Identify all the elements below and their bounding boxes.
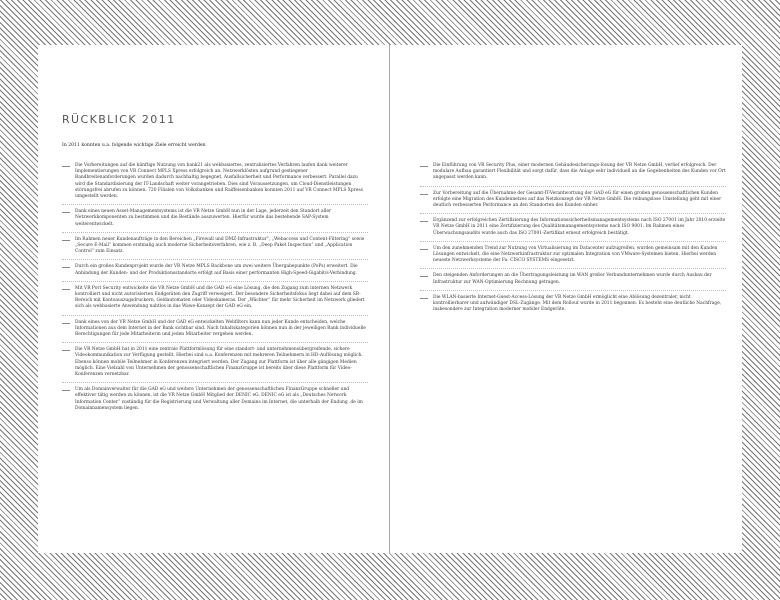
item-divider [62,232,368,233]
intro-text: In 2011 konnten u.a. folgende wichtige Ziele erreicht werden [62,143,206,148]
list-item: Mit VR Port Security entwickelte die VR Netze GmbH und die GAD eG eine Lösung, die den Zugang zum internen Netzwerk kontrolliert und nicht autorisierten Endgeräten den Zugriff verweigert. Der besondere Sicherheitsfokus liegt dabei auf dem SB-Bereich mit Kontoauszugsdruckern, Geldautomaten oder Videokameras. Der „Wächter“ für mehr Sicherheit im Netzwerk gliedert sich als webbasierte Anwendung nahtlos in das Wawe-Konzept der GAD eG ein. [62,286,368,311]
item-divider [62,204,368,205]
item-divider [62,382,368,383]
list-item: Um den zunehmenden Trend zur Nutzung von Virtualisierung im Datacenter aufzugreifen, wurden gemeinsam mit den Kunden Lösungen entwickelt, die eine Netzwerkinfrastruktur zur optimalen Integration von VMware-Systemen bieten. Hierbei werden neueste Netzwerksysteme der Fa. CISCO SYSTEMS eingesetzt. [420,246,726,265]
item-divider [62,315,368,316]
item-divider [62,281,368,282]
page-heading: RÜCKBLICK 2011 [62,113,176,126]
list-item: Die WLAN-basierte Internet-Guest-Access-Lösung der VR Netze GmbH ermöglicht eine Ablösung dezentraler, nicht kontrollierbarer und aufwändiger DSL-Zugänge. Mit dem Rollout wurde in 2011 begonnen. Es besteht eine deutliche Nachfrage, insbesondere zur Integration moderner mobiler Endgeräte. [420,295,726,314]
right-column [420,163,726,313]
item-divider [420,213,726,214]
item-divider [62,259,368,260]
list-item: Um als Domainverwalter für die GAD eG und weitere Unternehmen der genossenschaftlichen FinanzGruppe schneller und effektiver tätig werden zu können, ist die VR Netze GmbH Mitglied der DENIC eG. DENIC eG ist als „Deutsches Network Information Center“ zuständig für die Registrierung und Verwaltung aller Domains im Internet, die unterhalb der Endung .de im Domainnamensystem liegen. [62,387,368,412]
list-item: Ergänzend zur erfolgreichen Zertifizierung des Informationssicherheitsmanagementsystems nach ISO 27001 im Jahr 2010 erzielte VR Netze GmbH in 2011 eine Zertifizierung des Qualitätsmanagementsystems nach ISO 9001. Im Rahmen eines Überwachungsaudits wurde auch das ISO 27001-Zertifikat erneut erfolgreich bestätigt. [420,218,726,237]
list-item: Die Vorbereitungen auf die künftige Nutzung von bank21 als webbasiertes, zentralisiertes Verfahren laufen dank weiterer Implementierungen von VR Connect MPLS Xpress erfolgreich an. Netzwerklösten aufgrund gestiegener Bandbreitenanforderungen wurden dadurch nachhaltig begegnet, Ausfallsicherheit und Performance verbessert. Parallel dazu wird die Standardisierung der IT-Landschaft weiter vorangetrieben. Dies sind Voraussetzungen, um Cloud-Dienstleistungen störungsfrei abrufen zu können. 720 Filialen von Volksbanken und Raiffeisenbanken konnten 2011 auf VR Connect MPLS Xpress umgestellt werden. [62,163,368,200]
list-item: Dank eines neuen Asset-Managementsystems ist die VR Netze GmbH nun in der Lage, jederzeit den Standort aller Netzwerkkomponenten zu bestimmen und die Bestände auszuwerten. Hierfür wurde das bestehende SAP-System weiterentwickelt. [62,209,368,228]
list-item: Zur Vorbereitung auf die Übernahme der Gesamt-IT-Verantwortung der GAD eG für einen großen genossenschaftlichen Kunden erfolgte eine Migration des Kundennetzes auf das Netzkonzept der VR Netze GmbH. Die reibungslose Umstellung geht mit einer deutlich verbesserten Performance an den Standorten des Kunden einher. [420,191,726,210]
item-divider [420,290,726,291]
item-divider [420,241,726,242]
item-divider [420,268,726,269]
item-divider [62,342,368,343]
list-item: Die VR Netze GmbH hat in 2011 eine zentrale Plattformlösung für eine standort- und unternehmensübergreifende, sichere Videokommunikation zur Verfügung gestellt. Hierbei sind u.a. Konferenzen mit mehreren Teilnehmern in HD-Auflösung möglich. Ebenso können mobile Teilnehmer in Konferenzen integriert werden. Der Zugang zur Plattform ist über alle gängigen Medien möglich. Eine Vielzahl von Unternehmen der genossenschaftlichen FinanzGruppe ist bereits über diese Plattform für Video-Konferenzen vernetzbar. [62,347,368,378]
list-item: Im Rahmen neuer Kundenaufträge in den Bereichen „Firewall und DMZ-Infrastruktur“, „Webaccess und Content-Filtering“ sowie „Secure E-Mail“ kommen erstmalig auch moderne Sicherheitsverfahren, wie z. B. „Deep Paket Inspection“ und „Application Control“ zum Einsatz. [62,237,368,256]
left-column [62,163,368,412]
item-divider [420,186,726,187]
page-gutter [389,45,390,553]
list-item: Den steigenden Anforderungen an die Übertragungsleistung im WAN großer Verbundunternehmen wurde durch Ausbau der Infrastruktur zur WAN-Optimierung Rechnung getragen. [420,273,726,285]
list-item: Die Einführung von VR Security Plus, einer modernen Gebäudesicherungs-lösung der VR Netze GmbH, verlief erfolgreich. Der modulare Aufbau garantiert Flexibilität und sorgt dafür, dass die Anlage sehr individuell an die Gegebenheiten des Kunden vor Ort angepasst werden kann. [420,163,726,182]
list-item: Durch ein großes Kundenprojekt wurde der VR Netze MPLS Backbone um zwei weitere Übergabepunkte (PoPs) erweitert. Die Anbindung der Kunden- und der Produktionsstandorte erfolgt auf Basis einer performanten High-Speed-Gigabit/s-Verbindung. [62,264,368,276]
list-item: Dank eines von der VR Netze GmbH und der GAD eG entwickelten Webfilters kann nun jeder Kunde entscheiden, welche Informationen aus dem Internet in der Bank sichtbar sind. Nach Inhaltskategorien können nun in der jeweiligen Bank individuelle Berechtigungen für jede Mitarbeiterin und jeden Mitarbeiter vergeben werden. [62,320,368,339]
